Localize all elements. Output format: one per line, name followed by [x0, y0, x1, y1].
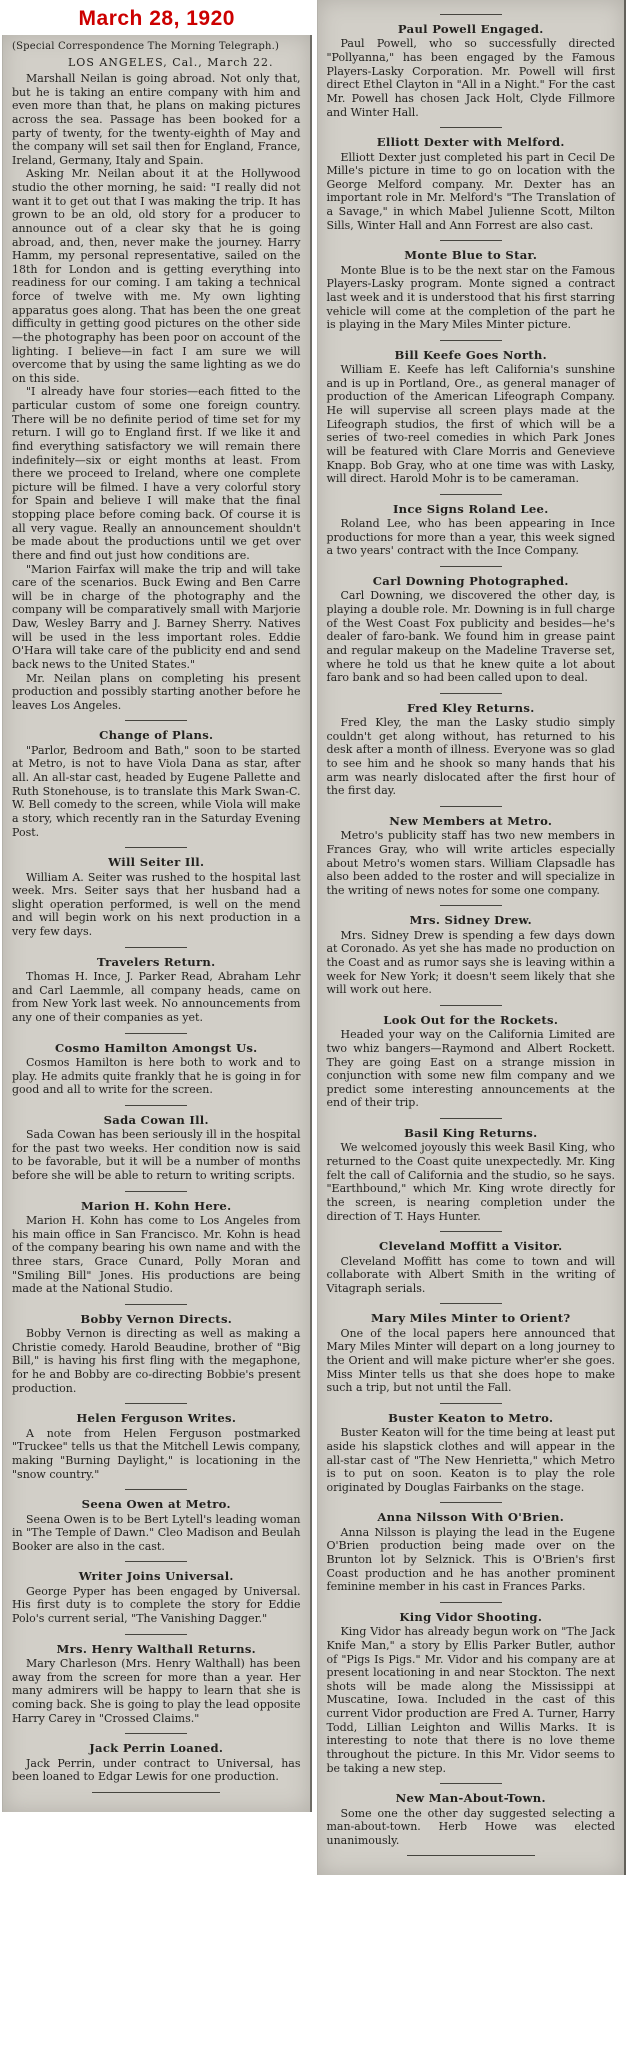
- section-divider: [440, 494, 502, 495]
- article-section: [12, 1569, 301, 1625]
- section-divider: [440, 1502, 502, 1503]
- article-section: [327, 1510, 616, 1594]
- section-paragraph: Mrs. Sidney Drew is spending a few days down at Coronado. As yet she has made no production on the Coast and as rumor says she is leaving within a week for New York; it doesn't seem likely that she will work out here.: [326, 928, 615, 997]
- article-section: [327, 1239, 616, 1295]
- section-heading: Carl Downing Photographed.: [372, 574, 569, 588]
- section-divider: [125, 947, 187, 948]
- section-heading: Mary Miles Minter to Orient?: [371, 1311, 571, 1326]
- section-divider: [125, 1733, 187, 1734]
- article-section: [327, 701, 616, 798]
- section-heading: Bobby Vernon Directs.: [80, 1311, 233, 1326]
- section-heading: Paul Powell Engaged.: [397, 22, 544, 36]
- article-section: [327, 22, 616, 119]
- section-divider: [125, 1191, 187, 1192]
- section-paragraph: Mr. Neilan plans on completing his present production and possibly starting another before he leaves Los Angeles.: [12, 671, 301, 712]
- section-divider: [440, 340, 502, 341]
- section-paragraph: "I already have four stories—each fitted to the particular custom of some one foreign country. There will be no definite period of time set for my return. I will go to England first. If we like it and find everything satisfactory we will remain there indefinitely—six or eight months at least. From there we proceed to Ireland, where one complete picture will be filmed. I have a very colorful story for Spain and believe I will make that the final stopping place before coming back. Of course it is all very vague. Really an announcement shouldn't be made about the productions until we get over there and find out just how conditions are.: [12, 385, 301, 562]
- section-divider: [440, 240, 502, 241]
- section-heading: Change of Plans.: [99, 728, 214, 743]
- article-section: [327, 1791, 616, 1847]
- section-paragraph: Metro's publicity staff has two new members in Frances Gray, who will write articles especially about Metro's women stars. William Clapsadle has also been added to the roster and will specialize in the writing of news notes for some one company.: [326, 829, 615, 897]
- lead-article: [12, 72, 301, 712]
- article-section: [327, 1610, 616, 1775]
- section-paragraph: Headed your way on the California Limited are two whiz bangers—Raymond and Albert Rockett. They are going East on a strange mission in conjunction with some new film company and we predict some interesting announcements at the end of their trip.: [326, 1028, 615, 1110]
- section-divider: [125, 847, 187, 848]
- article-section: [12, 1199, 301, 1296]
- article-section: [327, 135, 616, 232]
- section-paragraph: Sada Cowan has been seriously ill in the hospital for the past two weeks. Her condition now is said to be favorable, but it will be a number of months before she will be able to return to writing scripts.: [12, 1128, 301, 1183]
- section-heading: Elliott Dexter with Melford.: [376, 135, 565, 150]
- article-section: [12, 1411, 301, 1481]
- article-section: [12, 1041, 301, 1097]
- section-paragraph: "Parlor, Bedroom and Bath," soon to be started at Metro, is not to have Viola Dana as star, after all. An all-star cast, headed by Eugene Pallette and Ruth Stonehouse, is to translate this Mark Swan-C. W. Bell comedy to the screen, while Viola will make a story, which recently ran in the Saturday Evening Post.: [12, 743, 301, 839]
- section-divider: [125, 1561, 187, 1562]
- section-divider: [125, 1634, 187, 1635]
- article-section: [12, 1113, 301, 1183]
- section-divider: [125, 1489, 187, 1490]
- end-divider: [92, 1792, 220, 1793]
- section-heading: Mrs. Sidney Drew.: [409, 913, 532, 928]
- section-heading: Helen Ferguson Writes.: [76, 1411, 237, 1426]
- article-section: [12, 1642, 301, 1726]
- article-section: [12, 955, 301, 1025]
- section-heading: Writer Joins Universal.: [78, 1569, 234, 1584]
- article-section: [12, 1497, 301, 1553]
- section-heading: Anna Nilsson With O'Brien.: [377, 1510, 565, 1525]
- article-section: [327, 248, 616, 332]
- section-divider: [440, 1303, 502, 1304]
- section-heading: Sada Cowan Ill.: [103, 1112, 209, 1127]
- section-divider: [440, 1403, 502, 1404]
- section-divider: [440, 1118, 502, 1119]
- right-column: [317, 0, 627, 1875]
- section-divider: [440, 127, 502, 128]
- section-divider: [125, 1403, 187, 1404]
- section-heading: Will Seiter Ill.: [108, 855, 205, 870]
- section-divider: [440, 1783, 502, 1784]
- section-paragraph: Paul Powell, who so successfully directed "Pollyanna," has been engaged by the Famous Players-Lasky Corporation. Mr. Powell will first direct Ethel Clayton in "All in a Night." For the cast Mr. Powell has chosen Jack Holt, Clyde Fillmore and Winter Hall.: [326, 37, 615, 119]
- section-paragraph: Bobby Vernon is directing as well as making a Christie comedy. Harold Beaudine, brother of "Big Bill," is having his first fling with the megaphone, for he and Bobby are co-directing Bobbie's present production.: [12, 1327, 301, 1395]
- section-divider: [440, 1005, 502, 1006]
- dateline: LOS ANGELES, Cal., March 22.: [68, 56, 274, 70]
- section-heading: Cosmo Hamilton Amongst Us.: [54, 1040, 258, 1055]
- section-divider: [440, 566, 502, 567]
- section-paragraph: Carl Downing, we discovered the other day, is playing a double role. Mr. Downing is in full charge of the West Coast Fox publicity and besides—he's dealer of faro-bank. We found him in grease paint and regular makeup on the Madeline Traverse set, where he told us that he knew quite a lot about faro bank and so had been called upon to deal.: [326, 589, 615, 685]
- section-paragraph: Seena Owen is to be Bert Lytell's leading woman in "The Temple of Dawn." Cleo Madison and Beulah Booker are also in the cast.: [12, 1512, 301, 1553]
- section-heading: Monte Blue to Star.: [404, 248, 538, 263]
- section-divider: [440, 1602, 502, 1603]
- section-heading: Look Out for the Rockets.: [383, 1012, 559, 1027]
- section-heading: Bill Keefe Goes North.: [394, 347, 547, 362]
- section-paragraph: Thomas H. Ince, J. Parker Read, Abraham Lehr and Carl Laemmle, all company heads, came on from New York last week. No announcements from any one of their companies as yet.: [12, 970, 301, 1024]
- end-divider: [407, 1855, 535, 1856]
- left-clipping: [2, 35, 312, 1812]
- section-paragraph: Asking Mr. Neilan about it at the Hollywood studio the other morning, he said: "I really did not want it to get out that I was making the trip. It has grown to be an old, old story for a producer to announce out of a clear sky that he is going abroad, and, then, never make the journey. Harry Hamm, my personal representative, sailed on the 18th for London and is getting everything into readiness for our coming. I am taking a technical force of twelve with me. My own lighting apparatus goes along. That has been the one great difficulty in getting good pictures on the other side—the photography has been poor on account of the lighting. I believe—in fact I am sure we will overcome that by using the same lighting as we do on this side.: [12, 167, 301, 385]
- article-section: [12, 855, 301, 939]
- article-section: [12, 728, 301, 839]
- section-paragraph: We welcomed joyously this week Basil King, who returned to the Coast quite unexpectedly. Mr. King felt the call of California and the studio, so he says. "Earthbound," which Mr. King wrote directly for the screen, is nearing completion under the direction of T. Hays Hunter.: [326, 1141, 615, 1223]
- section-divider: [440, 806, 502, 807]
- section-paragraph: One of the local papers here announced that Mary Miles Minter will depart on a long journey to the Orient and will make picture wher'er she goes. Miss Minter tells us that she does hope to make such a trip, but not until the Fall.: [326, 1326, 615, 1395]
- section-paragraph: Jack Perrin, under contract to Universal, has been loaned to Edgar Lewis for one production.: [12, 1756, 301, 1784]
- section-divider: [440, 693, 502, 694]
- section-divider: [125, 1033, 187, 1034]
- article-section: [327, 913, 616, 997]
- section-paragraph: "Marion Fairfax will make the trip and will take care of the scenarios. Buck Ewing and Ben Carre will be in charge of the photography and the company will be comparatively small with Marjorie Daw, Wesley Barry and J. Barney Sherry. Natives will be used in the less important roles. Eddie O'Hara will take care of the publicity end and send back news to the United States.": [12, 562, 301, 671]
- left-articles: [12, 720, 301, 1792]
- section-paragraph: Anna Nilsson is playing the lead in the Eugene O'Brien production being made over on the Brunton lot by Selznick. This is O'Brien's first Coast production and he has another prominent feminine member in his cast in Frances Parks.: [326, 1525, 615, 1594]
- article-section: [327, 814, 616, 898]
- article-section: [327, 502, 616, 558]
- section-heading: Basil King Returns.: [404, 1126, 538, 1140]
- section-heading: New Man-About-Town.: [395, 1791, 546, 1806]
- section-heading: Buster Keaton to Metro.: [388, 1410, 554, 1425]
- page-title: March 28, 1920: [78, 7, 235, 30]
- article-section: [327, 1013, 616, 1110]
- section-paragraph: William A. Seiter was rushed to the hospital last week. Mrs. Seiter says that her husband had a slight operation performed, is well on the mend and will begin work on his next production in a very few days.: [12, 870, 301, 939]
- section-paragraph: King Vidor has already begun work on "The Jack Knife Man," a story by Ellis Parker Butler, author of "Pigs Is Pigs." Mr. Vidor and his company are at present locationing in and near Stockton. The next shots will be made along the Mississippi at Muscatine, Iowa. Included in the cast of this current Vidor production are Fred A. Turner, Harry Todd, Lillian Leighton and Willis Marks. It is interesting to note that there is no love theme throughout the picture. In this Mr. Vidor seems to be taking a new step.: [326, 1625, 615, 1775]
- section-paragraph: Some one the other day suggested selecting a man-about-town. Herb Howe was elected unanimously.: [326, 1806, 615, 1847]
- credit-line: (Special Correspondence The Morning Telegraph.): [12, 41, 280, 52]
- article-section: [327, 1126, 616, 1223]
- section-paragraph: Marshall Neilan is going abroad. Not only that, but he is taking an entire company with him and even more than that, he plans on making pictures across the sea. Passage has been booked for a party of twenty, for the twenty-eighth of May and the company will set sail then for England, France, Ireland, Germany, Italy and Spain.: [12, 72, 301, 167]
- article-section: [327, 574, 616, 685]
- section-heading: Mrs. Henry Walthall Returns.: [56, 1641, 257, 1656]
- section-heading: Seena Owen at Metro.: [81, 1497, 231, 1512]
- section-heading: Marion H. Kohn Here.: [81, 1198, 232, 1213]
- section-paragraph: Monte Blue is to be the next star on the Famous Players-Lasky program. Monte signed a contract last week and it is understood that his first starring vehicle will come at the completion of the part he is playing in the Mary Miles Minter picture.: [326, 263, 615, 332]
- right-clipping: [317, 0, 627, 1875]
- section-heading: Ince Signs Roland Lee.: [392, 501, 549, 516]
- right-articles: [327, 14, 616, 1856]
- article-section: [327, 348, 616, 486]
- left-column: [2, 0, 312, 1812]
- section-divider: [440, 1231, 502, 1232]
- section-paragraph: William E. Keefe has left California's sunshine and is up in Portland, Ore., as general manager of production of the American Lifeograph Company. He will supervise all screen plays made at the Lifeograph studios, the first of which will be a series of two-reel comedies in which Park Jones will be featured with Clare Morris and Genevieve Knapp. Bob Gray, who at one time was with Lasky, will direct. Harold Mohr is to be cameraman.: [326, 363, 615, 486]
- article-section: [327, 1311, 616, 1395]
- section-heading: Jack Perrin Loaned.: [89, 1741, 224, 1756]
- article-section: [12, 1312, 301, 1396]
- section-paragraph: Roland Lee, who has been appearing in Ince productions for more than a year, this week signed a two years' contract with the Ince Company.: [326, 517, 615, 558]
- section-heading: New Members at Metro.: [389, 813, 553, 828]
- section-paragraph: George Pyper has been engaged by Universal. His first duty is to complete the story for Eddie Polo's current serial, "The Vanishing Dagger.": [12, 1584, 301, 1626]
- section-heading: Cleveland Moffitt a Visitor.: [378, 1239, 563, 1254]
- article-section: [12, 1741, 301, 1784]
- section-paragraph: Fred Kley, the man the Lasky studio simply couldn't get along without, has returned to his desk after a month of illness. Everyone was so glad to see him and he shook so many hands that his arm was nearly dislocated after the first hour of the first day.: [326, 716, 615, 798]
- section-divider: [440, 905, 502, 906]
- section-paragraph: Cleveland Moffitt has come to town and will collaborate with Albert Smith in the writing of Vitagraph serials.: [326, 1254, 615, 1295]
- article-section: [327, 1411, 616, 1495]
- section-divider: [440, 14, 502, 15]
- section-paragraph: Elliott Dexter just completed his part in Cecil De Mille's picture in time to go on location with the George Melford company. Mr. Dexter has an important role in Mr. Melford's "The Translation of a Savage," in which Mabel Julienne Scott, Milton Sills, Winter Hall and Ann Forrest are also cast.: [326, 150, 615, 232]
- section-paragraph: Cosmos Hamilton is here both to work and to play. He admits quite frankly that he is going in for good and all to write for the screen.: [12, 1055, 301, 1097]
- section-heading: Fred Kley Returns.: [406, 700, 535, 715]
- section-paragraph: Marion H. Kohn has come to Los Angeles from his main office in San Francisco. Mr. Kohn is head of the company bearing his own name and with the three stars, Grace Cunard, Polly Moran and "Smiling Bill" Jones. His productions are being made at the National Studio.: [12, 1214, 301, 1296]
- section-paragraph: Mary Charleson (Mrs. Henry Walthall) has been away from the screen for more than a year. Her many admirers will be happy to learn that she is coming back. She is going to play the lead opposite Harry Carey in "Crossed Claims.": [12, 1657, 301, 1725]
- section-heading: Travelers Return.: [97, 954, 216, 969]
- section-divider: [125, 1304, 187, 1305]
- section-divider: [125, 1105, 187, 1106]
- section-paragraph: Buster Keaton will for the time being at least put aside his slapstick clothes and will appear in the all-star cast of "The New Henrietta," which Metro is to put on soon. Keaton is to play the role originated by Douglas Fairbanks on the stage.: [326, 1426, 615, 1494]
- section-divider: [125, 720, 187, 721]
- section-heading: King Vidor Shooting.: [399, 1609, 543, 1624]
- section-paragraph: A note from Helen Ferguson postmarked "Truckee" tells us that the Mitchell Lewis company, making "Burning Daylight," is locationing in the "snow country.": [12, 1426, 301, 1481]
